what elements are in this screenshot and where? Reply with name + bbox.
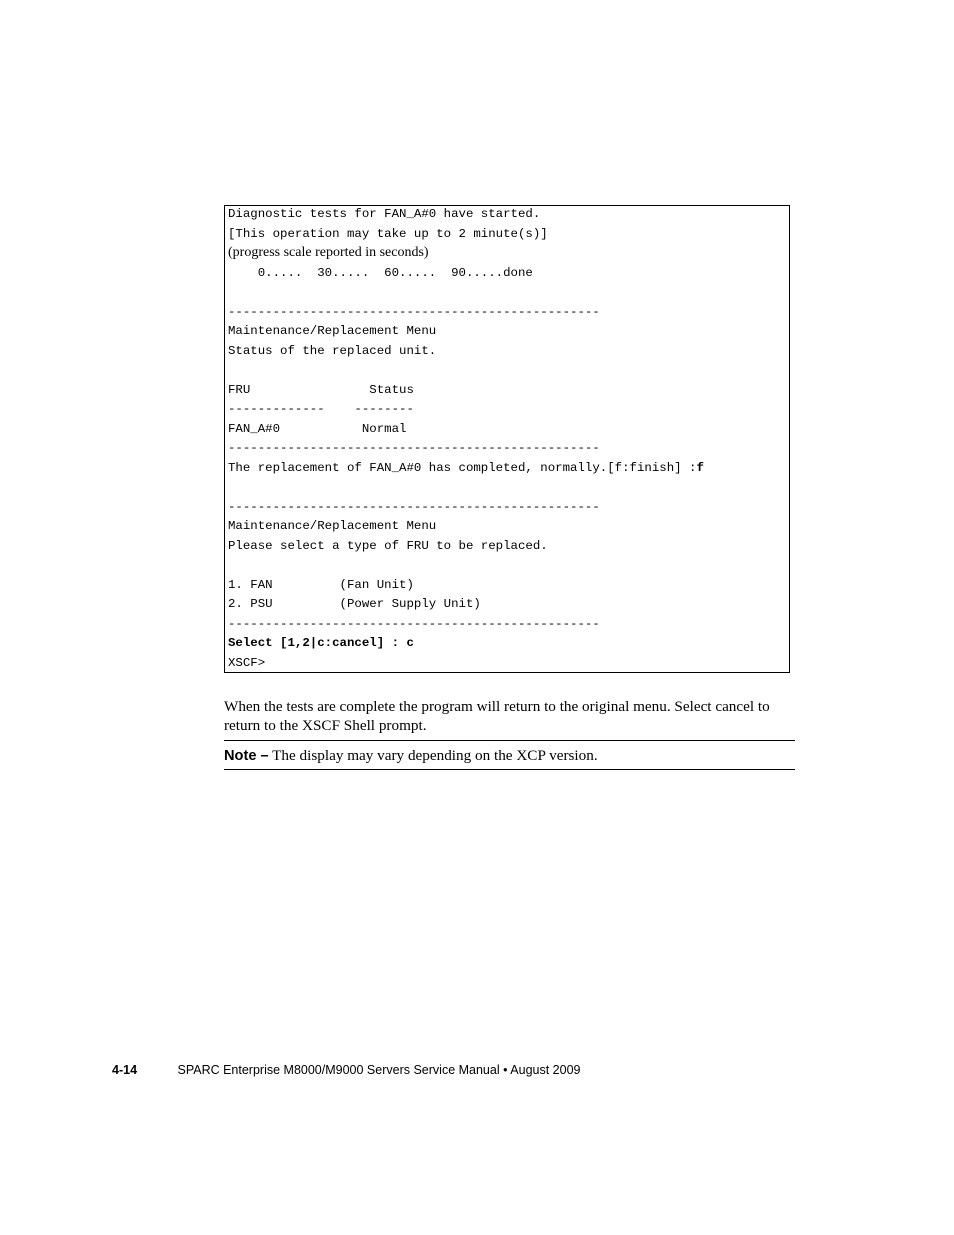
note-text: The display may vary depending on the XCP version. [272, 747, 598, 764]
code-line: Diagnostic tests for FAN_A#0 have started. [228, 207, 541, 221]
publication-date: August 2009 [510, 1063, 581, 1077]
code-line: -------------------------------------------------- [228, 441, 600, 455]
manual-title: SPARC Enterprise M8000/M9000 Servers Service Manual [177, 1063, 500, 1077]
page-footer [112, 1063, 581, 1077]
footer-separator: • [503, 1063, 508, 1077]
code-line: FRU Status [228, 382, 414, 397]
code-line: [This operation may take up to 2 minute(s)] [228, 226, 548, 241]
code-example-box [224, 205, 790, 673]
code-line [228, 460, 704, 476]
code-line: Maintenance/Replacement Menu [228, 324, 437, 338]
code-line: -------------------------------------------------- [228, 304, 600, 319]
note-box [224, 740, 795, 770]
finish-input: f [696, 460, 704, 475]
code-line: XSCF> [228, 655, 266, 670]
code-line: (progress scale reported in seconds) [228, 245, 429, 260]
code-line: Maintenance/Replacement Menu [228, 519, 437, 533]
note-label: Note – [224, 748, 269, 764]
code-line: 1. FAN (Fan Unit) [228, 577, 414, 592]
code-line: ------------- -------- [228, 402, 414, 416]
code-line: Status of the replaced unit. [228, 343, 437, 358]
page-number: 4-14 [112, 1063, 138, 1077]
code-line: 2. PSU (Power Supply Unit) [228, 597, 481, 611]
code-line-text: The replacement of FAN_A#0 has completed, normally.[f:finish] : [228, 460, 697, 475]
body-paragraph: When the tests are complete the program will return to the original menu. Select cancel to return to the XSCF Shell prompt. [224, 698, 770, 735]
code-line: 0..... 30..... 60..... 90.....done [228, 265, 533, 280]
code-line: -------------------------------------------------- [228, 499, 600, 514]
code-line: Please select a type of FRU to be replaced. [228, 538, 548, 553]
code-line: FAN_A#0 Normal [228, 421, 407, 436]
code-line: Select [1,2|c:cancel] : c [228, 636, 414, 650]
note-content [224, 746, 598, 766]
code-line: -------------------------------------------------- [228, 616, 600, 631]
